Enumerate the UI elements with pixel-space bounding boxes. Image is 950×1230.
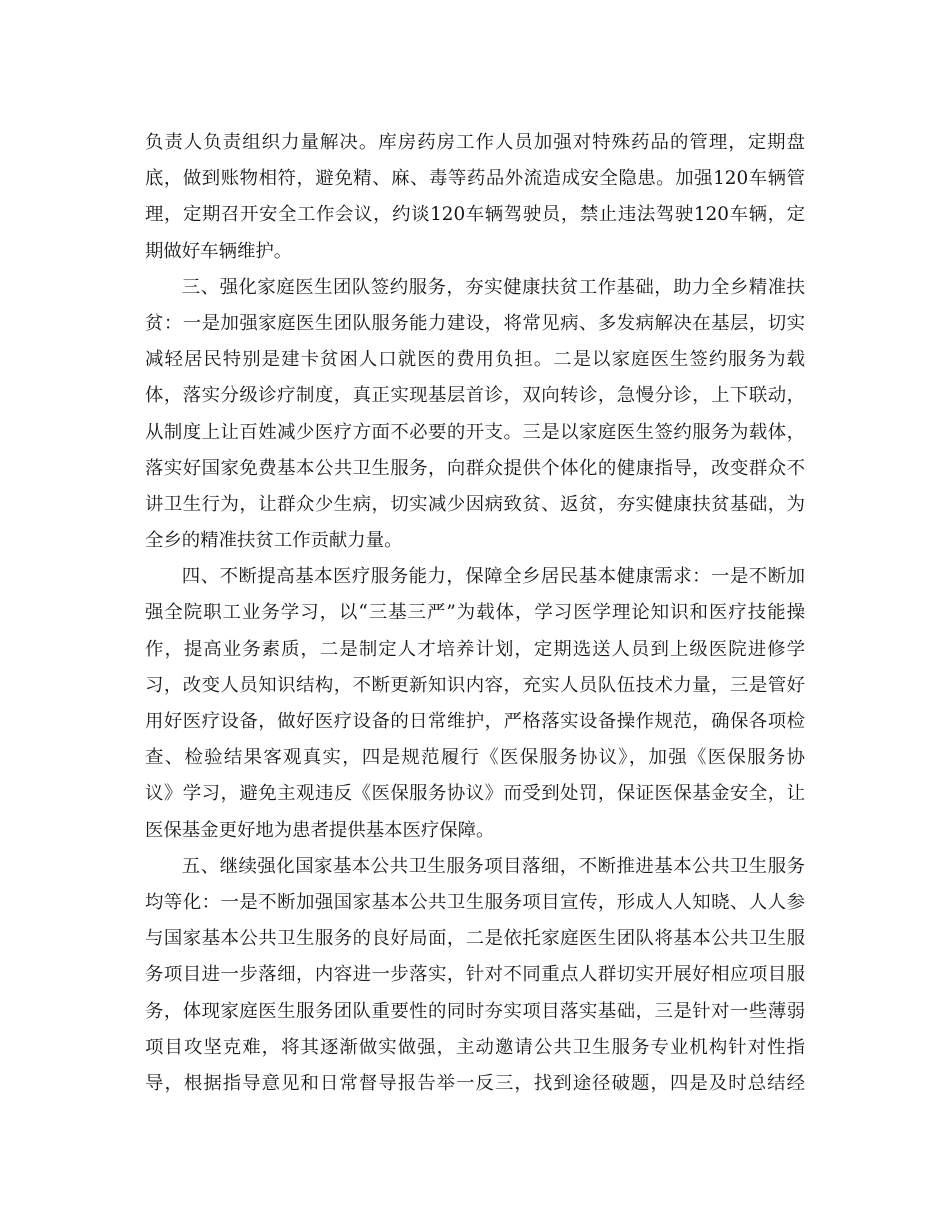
paragraph-section-5 (145, 849, 805, 1102)
paragraph-continued (145, 125, 805, 270)
text-line: 查、检验结果客观真实，四是规范履行《医保服务协议》，加强《医保服务协 (145, 747, 805, 769)
paragraph-section-4 (145, 559, 805, 849)
text-line: 导，根据指导意见和日常督导报告举一反三，找到途径破题，四是及时总结经 (145, 1072, 805, 1094)
text-line: 强全院职工业务学习，以“三基三严”为载体，学习医学理论知识和医疗技能操 (145, 602, 805, 624)
text-line: 务，体现家庭医生服务团队重要性的同时夯实项目落实基础，三是针对一些薄弱 (145, 1000, 805, 1022)
text-line: 讲卫生行为，让群众少生病，切实减少因病致贫、返贫，夯实健康扶贫基础，为 (145, 493, 805, 515)
text-line: 理，定期召开安全工作会议，约谈120车辆驾驶员，禁止违法驾驶120车辆，定 (145, 204, 805, 226)
text-line: 与国家基本公共卫生服务的良好局面，二是依托家庭医生团队将基本公共卫生服 (145, 928, 805, 950)
text-line: 四、不断提高基本医疗服务能力，保障全乡居民基本健康需求：一是不断加 (181, 566, 805, 588)
text-line: 负责人负责组织力量解决。库房药房工作人员加强对特殊药品的管理，定期盘 (145, 132, 805, 153)
text-line: 项目攻坚克难，将其逐渐做实做强，主动邀请公共卫生服务专业机构针对性指 (145, 1036, 805, 1058)
text-line: 减轻居民特别是建卡贫困人口就医的费用负担。二是以家庭医生签约服务为载 (145, 349, 805, 371)
text-line: 体，落实分级诊疗制度，真正实现基层首诊，双向转诊，急慢分诊，上下联动， (145, 385, 805, 407)
text-line: 贫：一是加强家庭医生团队服务能力建设，将常见病、多发病解决在基层，切实 (145, 312, 805, 334)
text-line: 底，做到账物相符，避免精、麻、毒等药品外流造成安全隐患。加强120车辆管 (145, 168, 805, 190)
text-line: 习，改变人员知识结构，不断更新知识内容，充实人员队伍技术力量，三是管好 (145, 674, 805, 696)
paragraph-section-3 (145, 270, 805, 560)
text-line: 均等化：一是不断加强国家基本公共卫生服务项目宣传，形成人人知晓、人人参 (145, 891, 805, 913)
text-line: 落实好国家免费基本公共卫生服务，向群众提供个体化的健康指导，改变群众不 (145, 457, 805, 479)
text-line: 议》学习，避免主观违反《医保服务协议》而受到处罚，保证医保基金安全，让 (145, 783, 805, 805)
text-line: 三、强化家庭医生团队签约服务，夯实健康扶贫工作基础，助力全乡精准扶 (181, 276, 805, 298)
text-line: 作，提高业务素质，二是制定人才培养计划，定期选送人员到上级医院进修学 (145, 638, 805, 660)
text-line: 从制度上让百姓减少医疗方面不必要的开支。三是以家庭医生签约服务为载体， (145, 421, 805, 443)
text-line: 务项目进一步落细，内容进一步落实，针对不同重点人群切实开展好相应项目服 (145, 964, 805, 986)
text-line: 医保基金更好地为患者提供基本医疗保障。 (145, 819, 495, 841)
text-line: 用好医疗设备，做好医疗设备的日常维护，严格落实设备操作规范，确保各项检 (145, 711, 805, 732)
text-line: 期做好车辆维护。 (145, 240, 293, 262)
text-line: 五、继续强化国家基本公共卫生服务项目落细，不断推进基本公共卫生服务 (181, 855, 805, 877)
text-line: 全乡的精准扶贫工作贡献力量。 (145, 530, 403, 552)
body-text (145, 125, 805, 1102)
